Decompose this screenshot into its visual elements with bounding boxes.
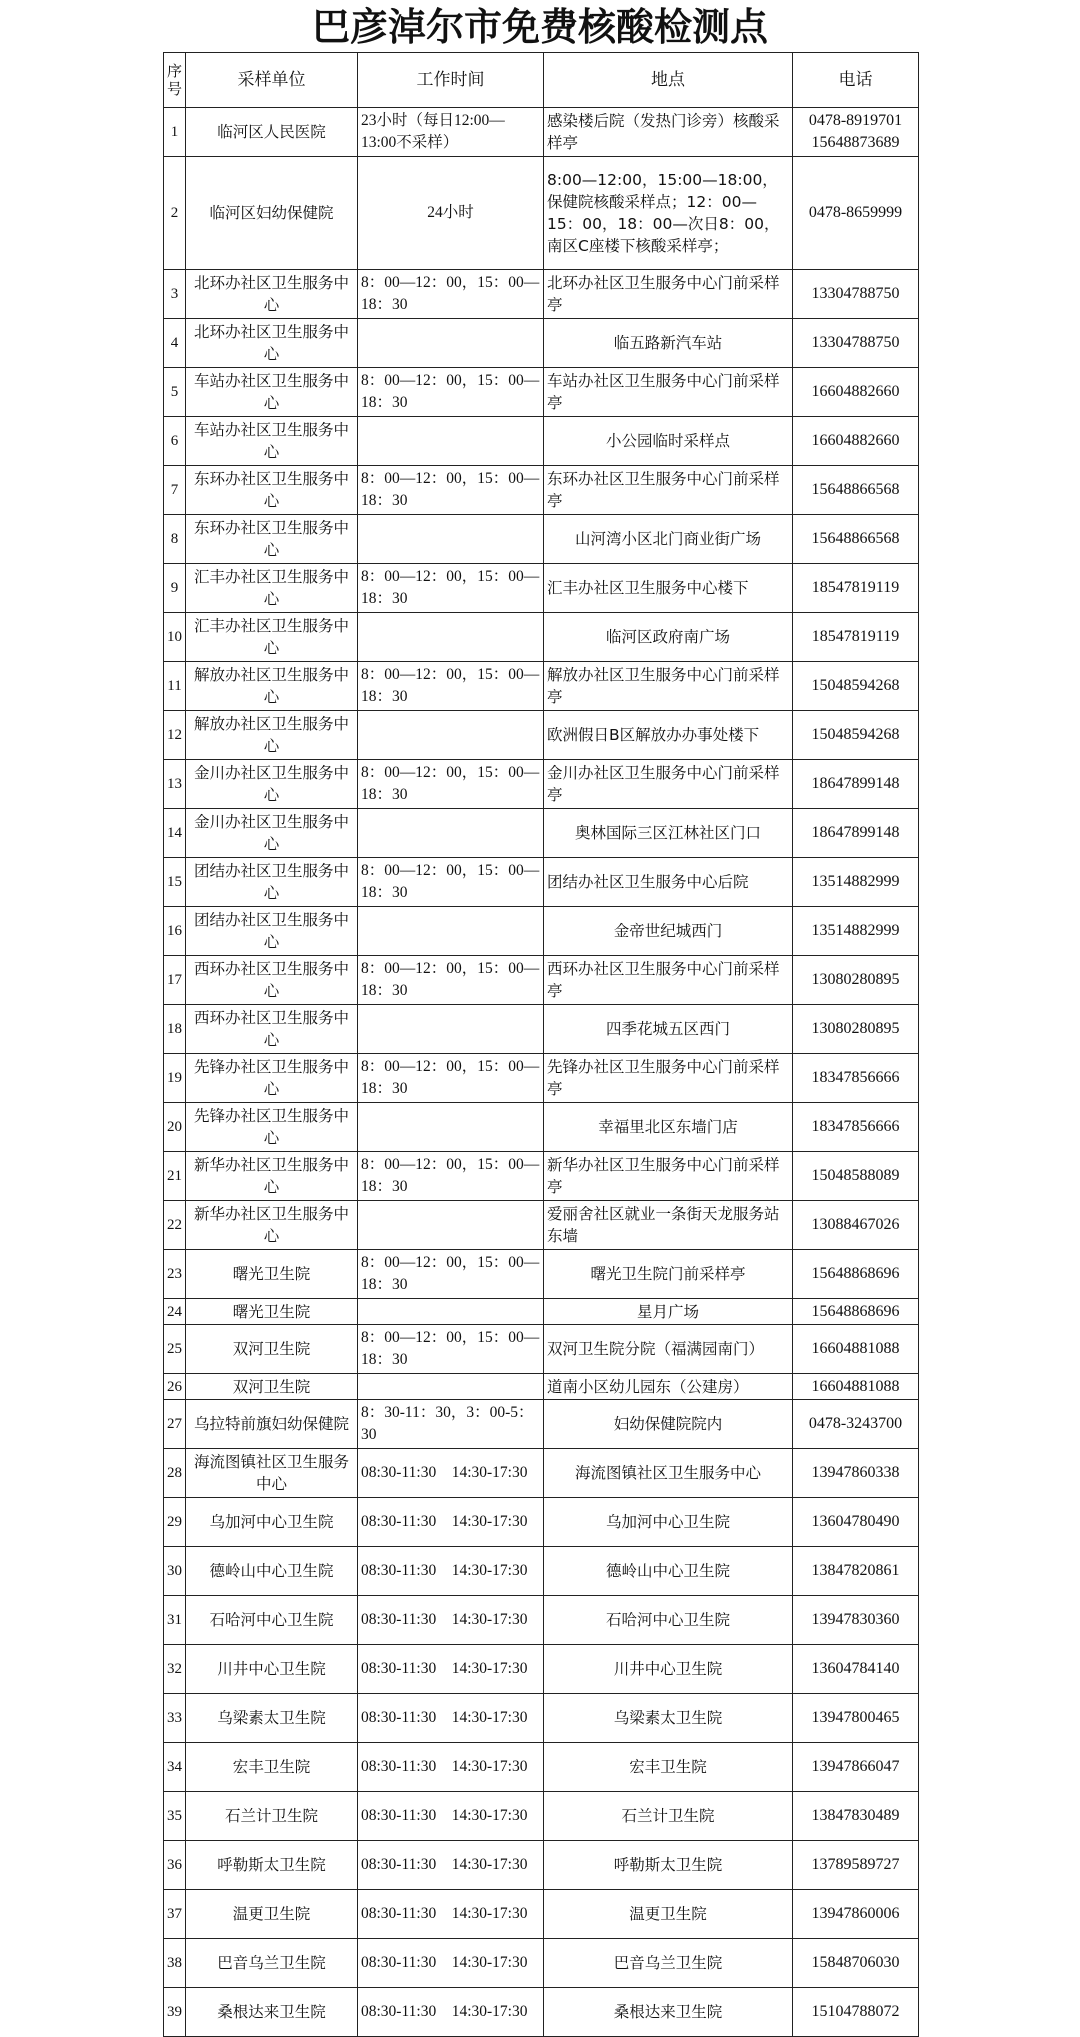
cell-location: 临五路新汽车站 xyxy=(544,319,793,368)
table-row xyxy=(164,1005,919,1054)
cell-location: 德岭山中心卫生院 xyxy=(544,1547,793,1596)
cell-unit: 桑根达来卫生院 xyxy=(186,1988,358,2037)
table-row xyxy=(164,270,919,319)
cell-phone: 0478-3243700 xyxy=(793,1400,919,1449)
cell-phone: 13080280895 xyxy=(793,956,919,1005)
cell-hours: 24小时 xyxy=(358,157,544,270)
cell-hours: 08:30-11:30 14:30-17:30 xyxy=(358,1645,544,1694)
cell-hours: 8：00—12：00，15：00—18：30 xyxy=(358,760,544,809)
cell-phone: 16604881088 xyxy=(793,1325,919,1374)
table-row xyxy=(164,319,919,368)
cell-unit: 乌加河中心卫生院 xyxy=(186,1498,358,1547)
cell-phone: 0478-8659999 xyxy=(793,157,919,270)
table-row xyxy=(164,1325,919,1374)
cell-unit: 团结办社区卫生服务中心 xyxy=(186,907,358,956)
cell-number: 31 xyxy=(164,1596,186,1645)
cell-location: 乌梁素太卫生院 xyxy=(544,1694,793,1743)
cell-unit: 先锋办社区卫生服务中心 xyxy=(186,1054,358,1103)
cell-unit: 温更卫生院 xyxy=(186,1890,358,1939)
cell-hours: 08:30-11:30 14:30-17:30 xyxy=(358,1694,544,1743)
cell-hours: 8：00—12：00，15：00—18：30 xyxy=(358,1325,544,1374)
cell-phone: 18547819119 xyxy=(793,564,919,613)
cell-location: 乌加河中心卫生院 xyxy=(544,1498,793,1547)
cell-location: 四季花城五区西门 xyxy=(544,1005,793,1054)
cell-number: 7 xyxy=(164,466,186,515)
cell-hours: 08:30-11:30 14:30-17:30 xyxy=(358,1890,544,1939)
cell-hours xyxy=(358,417,544,466)
cell-hours: 8：00—12：00，15：00—18：30 xyxy=(358,858,544,907)
cell-unit: 东环办社区卫生服务中心 xyxy=(186,466,358,515)
cell-phone: 13304788750 xyxy=(793,319,919,368)
cell-number: 29 xyxy=(164,1498,186,1547)
cell-hours: 08:30-11:30 14:30-17:30 xyxy=(358,1596,544,1645)
cell-location: 道南小区幼儿园东（公建房） xyxy=(544,1374,793,1400)
cell-phone: 13847830489 xyxy=(793,1792,919,1841)
cell-number: 19 xyxy=(164,1054,186,1103)
table-row xyxy=(164,613,919,662)
cell-location: 汇丰办社区卫生服务中心楼下 xyxy=(544,564,793,613)
cell-hours: 8：00—12：00，15：00—18：30 xyxy=(358,1152,544,1201)
cell-unit: 石兰计卫生院 xyxy=(186,1792,358,1841)
cell-unit: 解放办社区卫生服务中心 xyxy=(186,711,358,760)
cell-location: 曙光卫生院门前采样亭 xyxy=(544,1250,793,1299)
cell-unit: 乌拉特前旗妇幼保健院 xyxy=(186,1400,358,1449)
cell-number: 32 xyxy=(164,1645,186,1694)
cell-location: 金川办社区卫生服务中心门前采样亭 xyxy=(544,760,793,809)
cell-number: 23 xyxy=(164,1250,186,1299)
cell-number: 30 xyxy=(164,1547,186,1596)
cell-number: 5 xyxy=(164,368,186,417)
table-row xyxy=(164,662,919,711)
cell-unit: 曙光卫生院 xyxy=(186,1299,358,1325)
cell-phone: 18347856666 xyxy=(793,1103,919,1152)
cell-location: 山河湾小区北门商业街广场 xyxy=(544,515,793,564)
cell-number: 22 xyxy=(164,1201,186,1250)
cell-hours xyxy=(358,1201,544,1250)
table-row xyxy=(164,1498,919,1547)
cell-location: 石哈河中心卫生院 xyxy=(544,1596,793,1645)
cell-phone: 13304788750 xyxy=(793,270,919,319)
cell-location: 巴音乌兰卫生院 xyxy=(544,1939,793,1988)
cell-unit: 新华办社区卫生服务中心 xyxy=(186,1152,358,1201)
table-row xyxy=(164,1890,919,1939)
cell-number: 39 xyxy=(164,1988,186,2037)
cell-location: 奥林国际三区江林社区门口 xyxy=(544,809,793,858)
cell-phone: 13514882999 xyxy=(793,907,919,956)
cell-location: 欧洲假日B区解放办办事处楼下 xyxy=(544,711,793,760)
cell-unit: 东环办社区卫生服务中心 xyxy=(186,515,358,564)
cell-number: 34 xyxy=(164,1743,186,1792)
cell-hours xyxy=(358,1005,544,1054)
cell-location: 川井中心卫生院 xyxy=(544,1645,793,1694)
cell-number: 28 xyxy=(164,1449,186,1498)
table-row xyxy=(164,1988,919,2037)
cell-unit: 车站办社区卫生服务中心 xyxy=(186,368,358,417)
table-row xyxy=(164,157,919,270)
cell-hours xyxy=(358,809,544,858)
cell-unit: 呼勒斯太卫生院 xyxy=(186,1841,358,1890)
cell-phone: 18347856666 xyxy=(793,1054,919,1103)
cell-location: 8:00—12:00，15:00—18:00，保健院核酸采样点；12：00—15：00，18：00—次日8：00，南区C座楼下核酸采样亭； xyxy=(544,157,793,270)
cell-number: 18 xyxy=(164,1005,186,1054)
cell-location: 新华办社区卫生服务中心门前采样亭 xyxy=(544,1152,793,1201)
cell-unit: 川井中心卫生院 xyxy=(186,1645,358,1694)
cell-location: 海流图镇社区卫生服务中心 xyxy=(544,1449,793,1498)
cell-hours: 8：00—12：00，15：00—18：30 xyxy=(358,1054,544,1103)
cell-unit: 临河区人民医院 xyxy=(186,108,358,157)
cell-unit: 曙光卫生院 xyxy=(186,1250,358,1299)
table-row xyxy=(164,1645,919,1694)
cell-number: 15 xyxy=(164,858,186,907)
cell-location: 妇幼保健院院内 xyxy=(544,1400,793,1449)
cell-unit: 汇丰办社区卫生服务中心 xyxy=(186,613,358,662)
testing-sites-table xyxy=(163,52,919,2037)
cell-unit: 德岭山中心卫生院 xyxy=(186,1547,358,1596)
cell-hours: 8：00—12：00，15：00—18：30 xyxy=(358,368,544,417)
cell-number: 16 xyxy=(164,907,186,956)
cell-unit: 解放办社区卫生服务中心 xyxy=(186,662,358,711)
cell-number: 35 xyxy=(164,1792,186,1841)
cell-number: 11 xyxy=(164,662,186,711)
table-row xyxy=(164,466,919,515)
cell-hours xyxy=(358,907,544,956)
cell-location: 双河卫生院分院（福满园南门） xyxy=(544,1325,793,1374)
cell-phone: 15848706030 xyxy=(793,1939,919,1988)
cell-location: 温更卫生院 xyxy=(544,1890,793,1939)
cell-number: 13 xyxy=(164,760,186,809)
cell-phone: 15648866568 xyxy=(793,466,919,515)
cell-hours: 23小时（每日12:00—13:00不采样） xyxy=(358,108,544,157)
cell-unit: 巴音乌兰卫生院 xyxy=(186,1939,358,1988)
cell-location: 西环办社区卫生服务中心门前采样亭 xyxy=(544,956,793,1005)
header-location: 地点 xyxy=(544,53,793,108)
cell-hours: 08:30-11:30 14:30-17:30 xyxy=(358,1547,544,1596)
cell-number: 38 xyxy=(164,1939,186,1988)
header-number: 序号 xyxy=(164,53,186,108)
cell-hours: 8：00—12：00，15：00—18：30 xyxy=(358,662,544,711)
table-row xyxy=(164,1250,919,1299)
cell-number: 37 xyxy=(164,1890,186,1939)
cell-unit: 西环办社区卫生服务中心 xyxy=(186,956,358,1005)
cell-hours: 08:30-11:30 14:30-17:30 xyxy=(358,1498,544,1547)
table-row xyxy=(164,711,919,760)
cell-phone: 15104788072 xyxy=(793,1988,919,2037)
page-title: 巴彦淖尔市免费核酸检测点 xyxy=(311,5,768,49)
cell-hours: 08:30-11:30 14:30-17:30 xyxy=(358,1988,544,2037)
cell-hours xyxy=(358,613,544,662)
cell-phone: 13514882999 xyxy=(793,858,919,907)
cell-phone: 13947860006 xyxy=(793,1890,919,1939)
cell-phone: 16604882660 xyxy=(793,368,919,417)
cell-number: 27 xyxy=(164,1400,186,1449)
table-row xyxy=(164,809,919,858)
cell-unit: 双河卫生院 xyxy=(186,1325,358,1374)
table-row xyxy=(164,1103,919,1152)
cell-number: 8 xyxy=(164,515,186,564)
table-row xyxy=(164,1152,919,1201)
table-row xyxy=(164,108,919,157)
header-hours: 工作时间 xyxy=(358,53,544,108)
table-row xyxy=(164,1939,919,1988)
table-row xyxy=(164,564,919,613)
cell-unit: 北环办社区卫生服务中心 xyxy=(186,270,358,319)
table-row xyxy=(164,1743,919,1792)
cell-phone: 13080280895 xyxy=(793,1005,919,1054)
cell-location: 桑根达来卫生院 xyxy=(544,1988,793,2037)
testing-sites-table-container xyxy=(163,52,918,2022)
cell-unit: 汇丰办社区卫生服务中心 xyxy=(186,564,358,613)
cell-location: 解放办社区卫生服务中心门前采样亭 xyxy=(544,662,793,711)
cell-location: 星月广场 xyxy=(544,1299,793,1325)
cell-phone: 13604780490 xyxy=(793,1498,919,1547)
table-row xyxy=(164,1547,919,1596)
cell-hours: 08:30-11:30 14:30-17:30 xyxy=(358,1743,544,1792)
cell-number: 14 xyxy=(164,809,186,858)
cell-phone: 15648866568 xyxy=(793,515,919,564)
cell-hours: 08:30-11:30 14:30-17:30 xyxy=(358,1841,544,1890)
table-row xyxy=(164,1054,919,1103)
cell-number: 20 xyxy=(164,1103,186,1152)
cell-phone: 15048588089 xyxy=(793,1152,919,1201)
header-unit: 采样单位 xyxy=(186,53,358,108)
table-row xyxy=(164,1201,919,1250)
cell-phone: 0478-8919701 15648873689 xyxy=(793,108,919,157)
cell-location: 团结办社区卫生服务中心后院 xyxy=(544,858,793,907)
cell-unit: 宏丰卫生院 xyxy=(186,1743,358,1792)
cell-unit: 北环办社区卫生服务中心 xyxy=(186,319,358,368)
cell-phone: 13947800465 xyxy=(793,1694,919,1743)
cell-phone: 18547819119 xyxy=(793,613,919,662)
cell-number: 10 xyxy=(164,613,186,662)
cell-hours: 08:30-11:30 14:30-17:30 xyxy=(358,1939,544,1988)
cell-location: 东环办社区卫生服务中心门前采样亭 xyxy=(544,466,793,515)
cell-unit: 金川办社区卫生服务中心 xyxy=(186,809,358,858)
table-row xyxy=(164,1792,919,1841)
cell-hours: 8：00—12：00，15：00—18：30 xyxy=(358,270,544,319)
cell-number: 9 xyxy=(164,564,186,613)
table-header-row xyxy=(164,53,919,108)
cell-phone: 16604882660 xyxy=(793,417,919,466)
cell-phone: 13947830360 xyxy=(793,1596,919,1645)
cell-hours: 8：00—12：00，15：00—18：30 xyxy=(358,1250,544,1299)
cell-phone: 15048594268 xyxy=(793,711,919,760)
cell-hours: 08:30-11:30 14:30-17:30 xyxy=(358,1449,544,1498)
cell-unit: 海流图镇社区卫生服务中心 xyxy=(186,1449,358,1498)
cell-hours: 8：00—12：00，15：00—18：30 xyxy=(358,564,544,613)
cell-phone: 16604881088 xyxy=(793,1374,919,1400)
cell-location: 临河区政府南广场 xyxy=(544,613,793,662)
header-phone: 电话 xyxy=(793,53,919,108)
cell-hours xyxy=(358,1299,544,1325)
cell-number: 26 xyxy=(164,1374,186,1400)
cell-unit: 双河卫生院 xyxy=(186,1374,358,1400)
cell-phone: 13088467026 xyxy=(793,1201,919,1250)
cell-hours: 8：00—12：00，15：00—18：30 xyxy=(358,466,544,515)
cell-location: 车站办社区卫生服务中心门前采样亭 xyxy=(544,368,793,417)
cell-number: 33 xyxy=(164,1694,186,1743)
cell-hours xyxy=(358,319,544,368)
cell-number: 25 xyxy=(164,1325,186,1374)
table-row xyxy=(164,1374,919,1400)
cell-number: 17 xyxy=(164,956,186,1005)
cell-unit: 临河区妇幼保健院 xyxy=(186,157,358,270)
cell-phone: 13947866047 xyxy=(793,1743,919,1792)
table-row xyxy=(164,760,919,809)
cell-phone: 13789589727 xyxy=(793,1841,919,1890)
table-row xyxy=(164,1841,919,1890)
cell-location: 感染楼后院（发热门诊旁）核酸采样亭 xyxy=(544,108,793,157)
table-row xyxy=(164,1299,919,1325)
cell-number: 2 xyxy=(164,157,186,270)
table-row xyxy=(164,1449,919,1498)
cell-number: 3 xyxy=(164,270,186,319)
cell-phone: 13947860338 xyxy=(793,1449,919,1498)
cell-location: 呼勒斯太卫生院 xyxy=(544,1841,793,1890)
cell-phone: 15048594268 xyxy=(793,662,919,711)
cell-location: 爱丽舍社区就业一条街天龙服务站东墙 xyxy=(544,1201,793,1250)
table-body xyxy=(164,108,919,2037)
table-row xyxy=(164,1400,919,1449)
cell-location: 石兰计卫生院 xyxy=(544,1792,793,1841)
table-row xyxy=(164,368,919,417)
cell-unit: 车站办社区卫生服务中心 xyxy=(186,417,358,466)
cell-unit: 石哈河中心卫生院 xyxy=(186,1596,358,1645)
cell-hours xyxy=(358,1374,544,1400)
cell-phone: 18647899148 xyxy=(793,809,919,858)
cell-number: 24 xyxy=(164,1299,186,1325)
cell-hours: 08:30-11:30 14:30-17:30 xyxy=(358,1792,544,1841)
cell-unit: 团结办社区卫生服务中心 xyxy=(186,858,358,907)
cell-phone: 13847820861 xyxy=(793,1547,919,1596)
cell-number: 12 xyxy=(164,711,186,760)
cell-phone: 13604784140 xyxy=(793,1645,919,1694)
cell-hours xyxy=(358,1103,544,1152)
table-row xyxy=(164,1694,919,1743)
cell-hours: 8：00—12：00，15：00—18：30 xyxy=(358,956,544,1005)
table-row xyxy=(164,858,919,907)
cell-number: 36 xyxy=(164,1841,186,1890)
cell-location: 宏丰卫生院 xyxy=(544,1743,793,1792)
cell-location: 先锋办社区卫生服务中心门前采样亭 xyxy=(544,1054,793,1103)
cell-location: 小公园临时采样点 xyxy=(544,417,793,466)
cell-hours xyxy=(358,515,544,564)
table-row xyxy=(164,956,919,1005)
cell-phone: 18647899148 xyxy=(793,760,919,809)
cell-unit: 先锋办社区卫生服务中心 xyxy=(186,1103,358,1152)
table-row xyxy=(164,1596,919,1645)
cell-location: 北环办社区卫生服务中心门前采样亭 xyxy=(544,270,793,319)
table-row xyxy=(164,907,919,956)
cell-number: 21 xyxy=(164,1152,186,1201)
cell-hours xyxy=(358,711,544,760)
cell-unit: 金川办社区卫生服务中心 xyxy=(186,760,358,809)
cell-number: 1 xyxy=(164,108,186,157)
table-row xyxy=(164,417,919,466)
cell-hours: 8：30-11：30，3：00-5：30 xyxy=(358,1400,544,1449)
cell-location: 幸福里北区东墙门店 xyxy=(544,1103,793,1152)
cell-unit: 乌梁素太卫生院 xyxy=(186,1694,358,1743)
cell-phone: 15648868696 xyxy=(793,1299,919,1325)
cell-unit: 西环办社区卫生服务中心 xyxy=(186,1005,358,1054)
table-row xyxy=(164,515,919,564)
cell-number: 6 xyxy=(164,417,186,466)
cell-number: 4 xyxy=(164,319,186,368)
cell-unit: 新华办社区卫生服务中心 xyxy=(186,1201,358,1250)
cell-phone: 15648868696 xyxy=(793,1250,919,1299)
cell-location: 金帝世纪城西门 xyxy=(544,907,793,956)
